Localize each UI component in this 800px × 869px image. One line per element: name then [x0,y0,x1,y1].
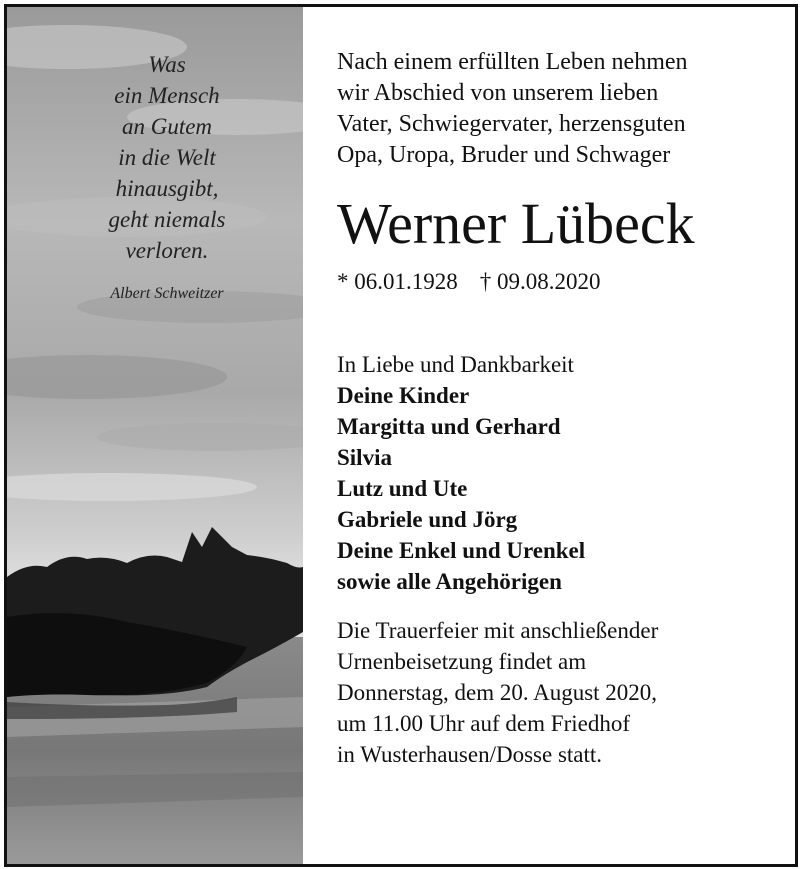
mourner-line: Deine Kinder [337,383,470,408]
quote-line: an Gutem [121,114,213,139]
service-line: um 11.00 Uhr auf dem Friedhof [337,711,630,736]
quote-line: geht niemals [108,207,226,232]
mourner-line: Silvia [337,445,392,470]
mourner-line: Deine Enkel und Urenkel [337,538,586,563]
intro-line: Opa, Uropa, Bruder und Schwager [337,142,671,168]
quote-line: hinausgibt, [115,176,219,201]
quote-text [27,49,303,266]
intro-line: Nach einem erfüllten Leben nehmen [337,49,688,75]
service-line: Die Trauerfeier mit anschließender [337,618,659,643]
quote-line: verloren. [125,238,209,263]
mourners-intro: In Liebe und Dankbarkeit [337,352,574,377]
mourner-line: Margitta und Gerhard [337,414,561,439]
quote-line: in die Welt [118,145,216,170]
service-line: Urnenbeisetzung findet am [337,649,587,674]
mourners-list [337,380,767,597]
landscape-photo [7,7,303,864]
quote-line: Was [148,52,186,77]
death-date: † 09.08.2020 [479,269,601,294]
deceased-name: Werner Lübeck [337,191,695,256]
intro-line: Vater, Schwiegervater, herzensguten [337,111,686,137]
obituary-content [337,47,767,770]
life-dates [337,267,767,297]
mourner-line: Gabriele und Jörg [337,507,518,532]
birth-date: * 06.01.1928 [337,269,458,294]
mourner-line: sowie alle Angehörigen [337,569,562,594]
funeral-service-info [337,615,767,770]
service-line: in Wusterhausen/Dosse statt. [337,742,603,767]
service-line: Donnerstag, dem 20. August 2020, [337,680,658,705]
quote-author: Albert Schweitzer [110,285,224,302]
obituary-frame [4,4,798,867]
intro-text [337,47,767,171]
intro-line: wir Abschied von unserem lieben [337,80,659,106]
quote-line: ein Mensch [114,83,220,108]
mourner-line: Lutz und Ute [337,476,468,501]
